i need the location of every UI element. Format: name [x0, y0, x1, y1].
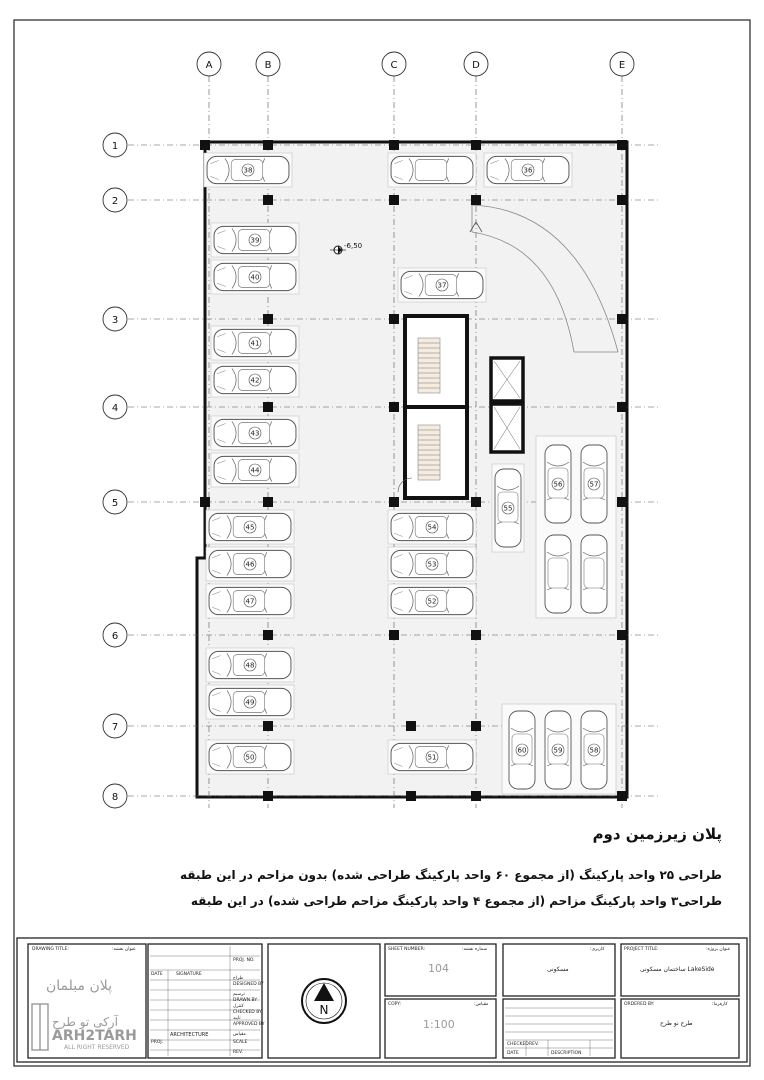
- watermark-sub: ALL RIGHT RESERVED: [64, 1044, 130, 1051]
- stair-core: [398, 316, 467, 498]
- parking-space-41: [211, 326, 299, 360]
- approved-by-label: APPROVED BY: [233, 1022, 265, 1027]
- watermark-brand: ARH2TARH: [52, 1028, 137, 1044]
- parking-number: 60: [517, 746, 527, 755]
- drawn-by-label: DRAWN BY: [233, 998, 258, 1003]
- parking-space-46: [206, 547, 294, 581]
- grid-label-5: 5: [111, 498, 119, 509]
- signature-label: SIGNATURE: [176, 972, 202, 977]
- parking-number: 55: [503, 504, 513, 513]
- grid-row-bubbles: [103, 133, 127, 808]
- grid-label-e: E: [618, 60, 626, 71]
- fa-approved: تایید: [233, 1016, 241, 1021]
- fa-checked: کنترل: [233, 1004, 244, 1009]
- sheet-number-value: 104: [428, 962, 449, 975]
- parking-number: 53: [427, 560, 437, 569]
- proj-no-label: PROJ. NO.: [233, 958, 255, 963]
- parking-space-51: [388, 740, 476, 774]
- grid-label-1: 1: [111, 141, 119, 152]
- parking-number: 56: [553, 480, 563, 489]
- parking-number: 37: [437, 281, 447, 290]
- parking-space-45: [206, 510, 294, 544]
- grid-label-2: 2: [111, 196, 119, 207]
- parking-space-49: [206, 685, 294, 719]
- note-parking-units: طراحی ۲۵ واحد پارکینگ (از مجموع ۶۰ واحد پارکینگ طراحی شده) بدون مزاحم در این طبقه: [179, 868, 722, 882]
- parking-number: 58: [589, 746, 599, 755]
- rev-table-date: DATE: [507, 1051, 519, 1056]
- grid-column-bubbles: [197, 52, 634, 76]
- drawing-title-label-fa: عنوان نقشه:: [112, 947, 136, 952]
- parking-space-52: [388, 584, 476, 618]
- copy-label: COPY:: [388, 1002, 401, 1007]
- parking-space-43: [211, 416, 299, 450]
- parking-space-39: [211, 223, 299, 257]
- rev-table-checked: CHECKED: [507, 1042, 529, 1047]
- parking-number: 54: [427, 523, 437, 532]
- parking-space-60: [509, 711, 535, 789]
- usage-value: مسکونی: [547, 966, 569, 973]
- parking-number: 50: [245, 753, 255, 762]
- fa-scale: مقیاس: [233, 1032, 246, 1037]
- parking-space: [388, 153, 476, 187]
- drawing-title-value: پلان مبلمان: [46, 978, 112, 994]
- parking-number: 39: [250, 236, 260, 245]
- fa-drawn: ترسیم: [233, 992, 245, 997]
- parking-space-44: [211, 453, 299, 487]
- parking-number: 42: [250, 376, 260, 385]
- parking-space: [545, 535, 571, 613]
- grid-label-4: 4: [111, 403, 119, 414]
- checked-by-label: CHECKED BY: [233, 1010, 262, 1015]
- parking-space-36: [484, 153, 572, 187]
- north-arrow: [302, 979, 346, 1023]
- note-blocking-units: طراحی۳ واحد پارکینگ مزاحم (از مجموع ۴ واحد پارکینگ مزاحم طراحی شده) در این طبقه: [190, 894, 722, 908]
- title-block-tables: [150, 946, 613, 1056]
- parking-space-58: [581, 711, 607, 789]
- grid-label-7: 7: [111, 722, 119, 733]
- grid-label-8: 8: [111, 792, 119, 803]
- grid-label-3: 3: [111, 315, 119, 326]
- proj-label: PROJ.: [151, 1040, 164, 1045]
- parking-space-47: [206, 584, 294, 618]
- parking-number: 41: [250, 339, 260, 348]
- parking-space-53: [388, 547, 476, 581]
- parking-space-55: [492, 464, 524, 552]
- rev-label: REV.: [233, 1050, 243, 1055]
- project-title-label-fa: عنوان پروژه:: [706, 947, 731, 952]
- parking-space-50: [206, 740, 294, 774]
- drawing-title-label: DRAWING TITLE:: [32, 947, 69, 952]
- ordered-by-label: ORDERED BY:: [624, 1002, 655, 1007]
- rev-table-rev: REV.: [529, 1042, 539, 1047]
- fa-designed: طراح: [233, 976, 244, 981]
- plan-title: پلان زیرزمین دوم: [592, 825, 722, 843]
- parking-space-59: [545, 711, 571, 789]
- north-label: N: [319, 1003, 329, 1017]
- ordered-by-label-fa: کارفرما:: [712, 1002, 728, 1007]
- usage-label-fa: کاربری:: [590, 947, 605, 952]
- grid-label-6: 6: [111, 631, 119, 642]
- level-mark-text: -6,50: [344, 242, 363, 250]
- elevator-shafts: [491, 358, 523, 452]
- parking-space-48: [206, 648, 294, 682]
- parking-number: 43: [250, 429, 260, 438]
- grid-label-a: A: [205, 60, 213, 71]
- date-label: DATE: [151, 972, 163, 977]
- parking-number: 45: [245, 523, 255, 532]
- grid-label-b: B: [264, 60, 272, 71]
- parking-space-40: [211, 260, 299, 294]
- parking-number: 59: [553, 746, 563, 755]
- parking-space-38: [204, 153, 292, 187]
- parking-number: 49: [245, 698, 255, 707]
- parking-space-37: [398, 268, 486, 302]
- parking-space-57: [581, 445, 607, 523]
- designed-by-label: DESIGNED BY: [233, 982, 264, 987]
- parking-number: 48: [245, 661, 255, 670]
- parking-number: 38: [243, 166, 253, 175]
- watermark-fa: آرکی تو طرح: [52, 1015, 118, 1029]
- watermark-logo: [32, 1004, 48, 1050]
- scale-value: 1:100: [423, 1018, 455, 1031]
- sheet-number-label: SHEET NUMBER:: [388, 947, 426, 952]
- parking-space-56: [545, 445, 571, 523]
- sheet-number-label-fa: شماره نقشه:: [462, 947, 488, 952]
- parking-space-42: [211, 363, 299, 397]
- parking-number: 57: [589, 480, 599, 489]
- project-title-value: ساختمان مسکونی LakeSide: [640, 966, 715, 973]
- scale-label: SCALE: [233, 1040, 248, 1045]
- parking-number: 40: [250, 273, 260, 282]
- project-title-label: PROJECT TITLE:: [624, 947, 659, 952]
- parking-number: 47: [245, 597, 255, 606]
- parking-number: 52: [427, 597, 437, 606]
- parking-number: 46: [245, 560, 255, 569]
- copy-label-fa: مقیاس:: [474, 1002, 489, 1007]
- rev-table-description: DESCRIPTION: [551, 1051, 582, 1056]
- parking-space-54: [388, 510, 476, 544]
- grid-label-c: C: [390, 60, 398, 71]
- architecture-label: ARCHITECTURE: [170, 1032, 209, 1038]
- parking-space: [581, 535, 607, 613]
- ordered-by-value: طرح نو طرح: [660, 1020, 693, 1027]
- grid-label-d: D: [472, 60, 480, 71]
- parking-number: 44: [250, 466, 260, 475]
- parking-number: 36: [523, 166, 533, 175]
- parking-number: 51: [427, 753, 437, 762]
